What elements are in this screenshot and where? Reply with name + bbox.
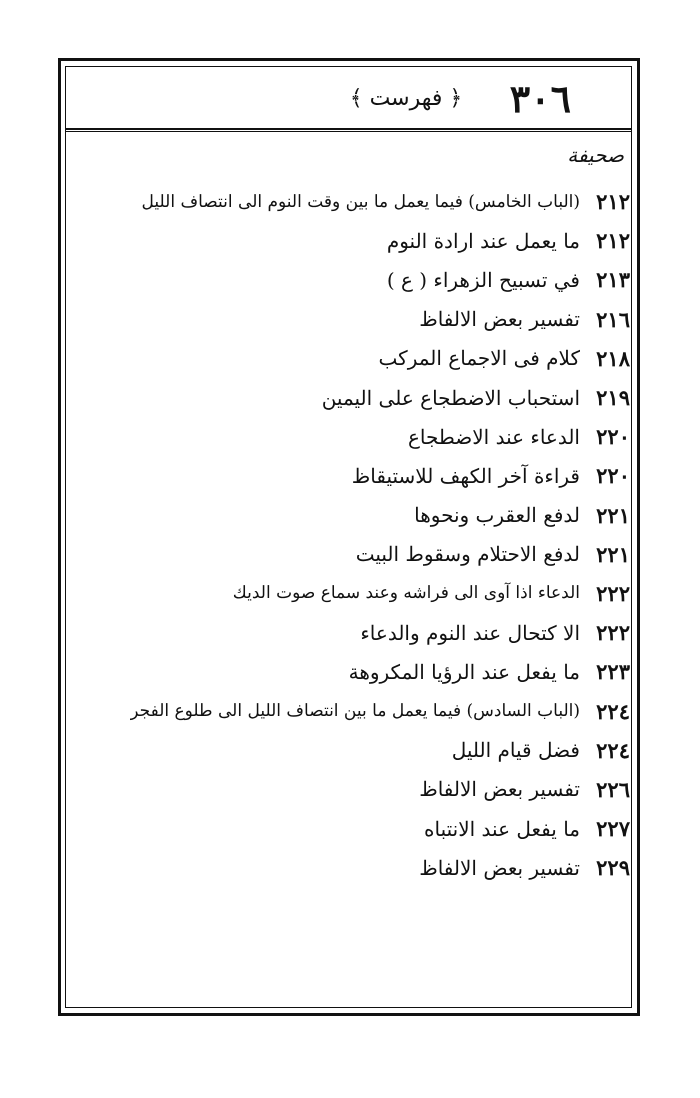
toc-entry-page: ٢١٢	[596, 228, 630, 254]
toc-entry-title: فضل قيام الليل	[451, 738, 580, 763]
page-number: ٣٠٦	[509, 76, 571, 121]
toc-entry-page: ٢١٣	[596, 267, 630, 293]
table-of-contents	[70, 182, 630, 887]
toc-entry	[70, 652, 630, 691]
toc-entry-title: تفسير بعض الالفاظ	[419, 777, 580, 802]
toc-entry	[70, 770, 630, 809]
toc-entry	[70, 809, 630, 848]
toc-entry	[70, 496, 630, 535]
toc-entry-title: الدعاء اذا آوى الى فراشه وعند سماع صوت الديك	[232, 583, 580, 604]
toc-entry-title: استحباب الاضطجاع على اليمين	[321, 385, 580, 410]
toc-entry-page: ٢١٨	[596, 345, 630, 371]
toc-entry-title: ما يعمل عند ارادة النوم	[386, 228, 580, 253]
toc-entry-page: ٢٢٤	[596, 737, 630, 763]
toc-entry-title: ما يفعل عند الانتباه	[424, 816, 580, 841]
toc-entry	[70, 339, 630, 378]
toc-entry	[70, 731, 630, 770]
toc-entry-title: في تسبيح الزهراء ( ع )	[386, 267, 580, 292]
toc-entry	[70, 260, 630, 299]
toc-entry	[70, 378, 630, 417]
toc-entry-title: الدعاء عند الاضطجاع	[407, 424, 580, 449]
toc-entry-title: لدفع العقرب ونحوها	[414, 503, 580, 528]
toc-entry-page: ٢١٦	[596, 306, 630, 332]
toc-entry-title: ما يفعل عند الرؤيا المكروهة	[348, 659, 580, 684]
toc-entry-page: ٢٢٤	[596, 698, 630, 724]
toc-entry	[70, 182, 630, 221]
toc-entry-title: (الباب السادس) فيما يعمل ما بين انتصاف الليل الى طلوع الفجر	[130, 701, 580, 722]
toc-entry-page: ٢٢١	[596, 502, 630, 528]
toc-entry-page: ٢٢٠	[596, 424, 630, 450]
header-divider	[66, 128, 631, 130]
toc-entry-page: ٢٢٢	[596, 580, 630, 606]
toc-entry-page: ٢٢٦	[596, 776, 630, 802]
toc-entry-page: ٢٢١	[596, 541, 630, 567]
toc-entry	[70, 221, 630, 260]
toc-entry-page: ٢٢٢	[596, 620, 630, 646]
toc-entry-page: ٢٢٩	[596, 855, 630, 881]
toc-entry	[70, 417, 630, 456]
page-header	[66, 72, 631, 132]
toc-entry-page: ٢١٢	[596, 189, 630, 215]
toc-entry-page: ٢٢٧	[596, 816, 630, 842]
toc-entry	[70, 574, 630, 613]
toc-entry-title: الا كتحال عند النوم والدعاء	[360, 620, 580, 645]
toc-entry	[70, 691, 630, 730]
toc-entry-title: لدفع الاحتلام وسقوط البيت	[355, 542, 580, 567]
toc-entry	[70, 613, 630, 652]
toc-entry	[70, 456, 630, 495]
toc-entry-title: تفسير بعض الالفاظ	[419, 307, 580, 332]
toc-entry	[70, 848, 630, 887]
column-label-page: صحيفة	[567, 143, 624, 167]
toc-entry-title: (الباب الخامس) فيما يعمل ما بين وقت النوم الى انتصاف الليل	[141, 191, 580, 212]
toc-entry-page: ٢٢٠	[596, 463, 630, 489]
toc-entry-title: تفسير بعض الالفاظ	[419, 855, 580, 880]
toc-entry-title: قراءة آخر الكهف للاستيقاظ	[351, 463, 580, 488]
toc-entry-title: كلام فى الاجماع المركب	[378, 346, 580, 371]
toc-entry-page: ٢٢٣	[596, 659, 630, 685]
header-title: ﴿ فهرست ﴾	[349, 86, 463, 111]
toc-entry	[70, 535, 630, 574]
toc-entry	[70, 300, 630, 339]
toc-entry-page: ٢١٩	[596, 385, 630, 411]
